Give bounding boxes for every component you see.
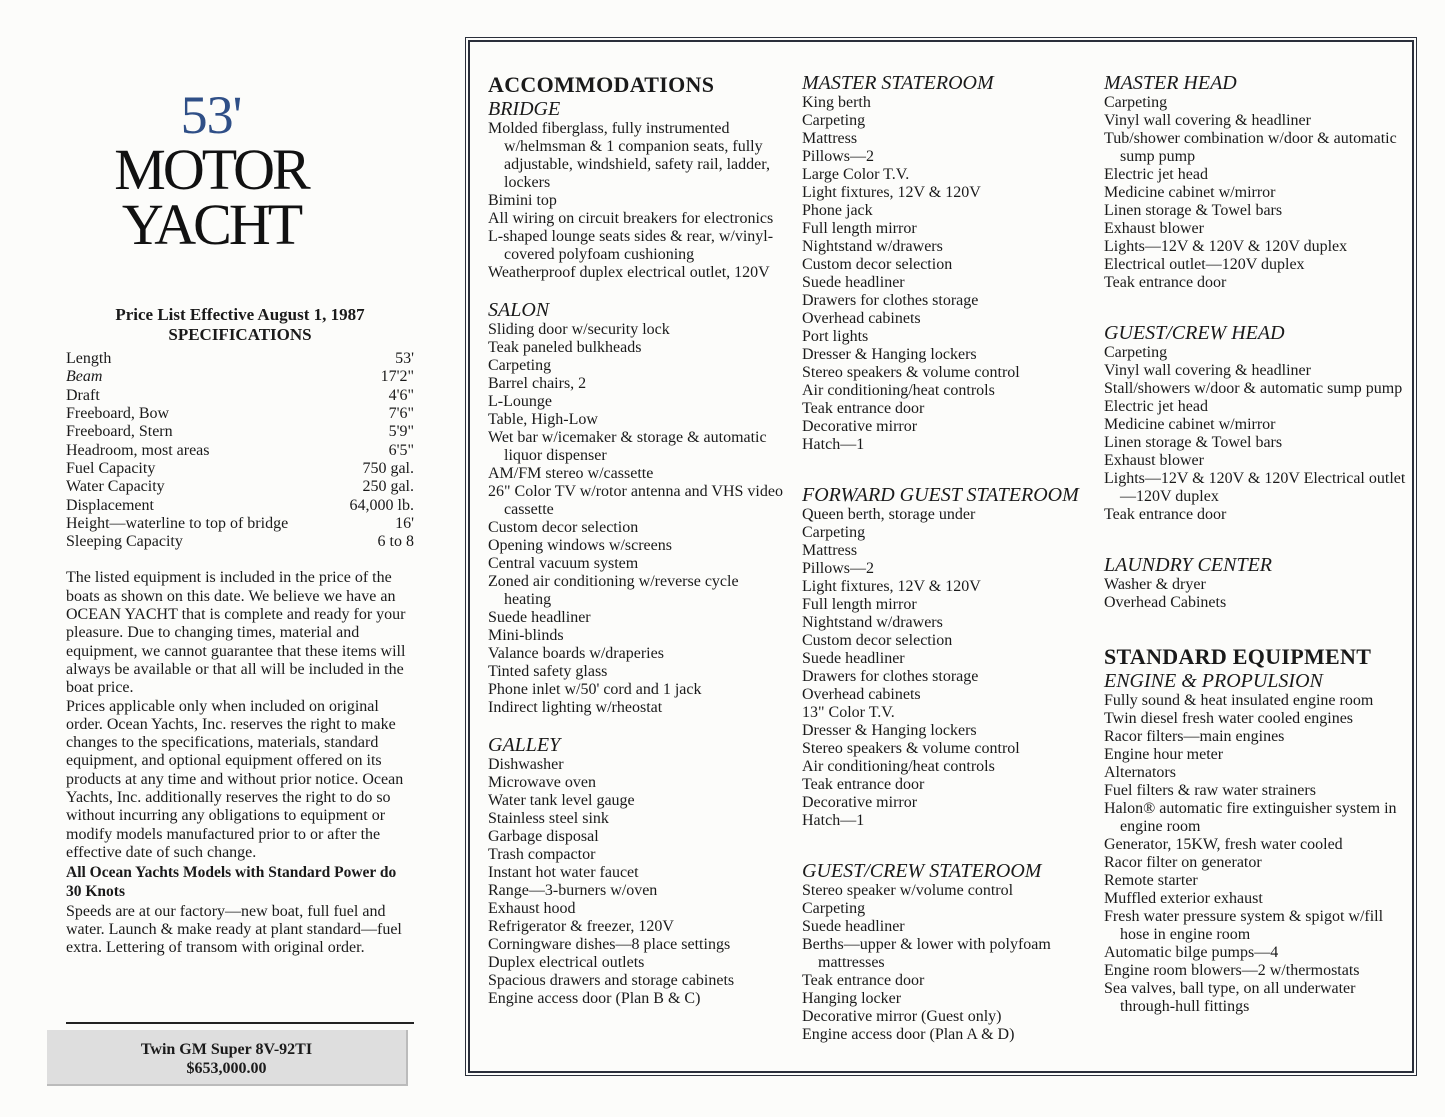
list-item: Carpeting	[1104, 344, 1168, 361]
section-title: GALLEY	[488, 734, 561, 756]
list-item: Sliding door w/security lock	[488, 321, 670, 338]
list-item: Refrigerator & freezer, 120V	[488, 918, 674, 935]
list-item: Lights—12V & 120V & 120V Electrical outlet—120V duplex	[1104, 470, 1406, 505]
list-item: Washer & dryer	[1104, 576, 1206, 593]
column-1	[488, 72, 788, 1008]
list-item: Barrel chairs, 2	[488, 375, 587, 392]
list-item: Linen storage & Towel bars	[1104, 202, 1283, 219]
list-item: Central vacuum system	[488, 555, 639, 572]
list-item: Table, High-Low	[488, 411, 598, 428]
list-item: Light fixtures, 12V & 120V	[802, 184, 981, 201]
spec-row	[66, 423, 414, 441]
section-title: GUEST/CREW STATEROOM	[802, 860, 1042, 882]
list-item: Teak entrance door	[802, 400, 925, 417]
accommodations-heading: ACCOMMODATIONS	[488, 72, 715, 97]
item-list	[802, 882, 1102, 1044]
list-item: Engine access door (Plan A & D)	[802, 1026, 1015, 1043]
list-item: Carpeting	[802, 900, 866, 917]
section-forward-guest-stateroom	[802, 484, 1102, 830]
list-item: Sea valves, ball type, on all underwater through-hull fittings	[1104, 980, 1356, 1015]
list-item: Water tank level gauge	[488, 792, 635, 809]
list-item: Custom decor selection	[802, 632, 953, 649]
list-item: Opening windows w/screens	[488, 537, 672, 554]
list-item: Carpeting	[1104, 94, 1168, 111]
list-item: Tub/shower combination w/door & automatic sump pump	[1104, 130, 1397, 165]
pricing-disclaimer: Prices applicable only when included on original order. Ocean Yachts, Inc. reserves the right to make changes to the specifications, materials, standard equipment, and optional equipment offered on its products at any time and without prior notice. Ocean Yachts, Inc. additionally reserves the right to do so without incurring any obligations to equipment or modify models manufactured prior to or after the effective date of such change.	[66, 697, 404, 861]
list-item: All wiring on circuit breakers for electronics	[488, 210, 774, 227]
engine-price-box	[47, 1030, 408, 1086]
section-title: GUEST/CREW HEAD	[1104, 322, 1285, 344]
list-item: Berths—upper & lower with polyfoam mattresses	[802, 936, 1051, 971]
list-item: Decorative mirror	[802, 418, 918, 435]
item-list	[488, 120, 788, 282]
specifications-table	[66, 350, 414, 551]
spec-value: 5'9"	[388, 423, 414, 441]
list-item: Queen berth, storage under	[802, 506, 976, 523]
list-item: Phone jack	[802, 202, 873, 219]
list-item: Electric jet head	[1104, 398, 1208, 415]
list-item: Dishwasher	[488, 756, 564, 773]
spec-sheet-left	[66, 85, 414, 958]
list-item: Suede headliner	[802, 918, 905, 935]
list-item: AM/FM stereo w/cassette	[488, 465, 654, 482]
column-3	[1104, 72, 1409, 1016]
spec-label: Water Capacity	[66, 478, 165, 496]
list-item: Exhaust blower	[1104, 220, 1204, 237]
list-item: Lights—12V & 120V & 120V duplex	[1104, 238, 1348, 255]
list-item: Custom decor selection	[488, 519, 639, 536]
spec-label: Freeboard, Stern	[66, 423, 173, 441]
spec-row	[66, 460, 414, 478]
list-item: Fuel filters & raw water strainers	[1104, 782, 1316, 799]
list-item: Automatic bilge pumps—4	[1104, 944, 1279, 961]
list-item: Indirect lighting w/rheostat	[488, 699, 663, 716]
spec-row	[66, 442, 414, 460]
standard-equipment-heading: STANDARD EQUIPMENT	[1104, 644, 1372, 669]
spec-value: 7'6"	[388, 405, 414, 423]
spec-row	[66, 478, 414, 496]
section-guest-crew-head	[1104, 322, 1409, 524]
list-item: Twin diesel fresh water cooled engines	[1104, 710, 1354, 727]
list-item: Air conditioning/heat controls	[802, 758, 995, 775]
list-item: Overhead cabinets	[802, 310, 921, 327]
list-item: Decorative mirror (Guest only)	[802, 1008, 1002, 1025]
list-item: Stereo speakers & volume control	[802, 364, 1020, 381]
spec-value: 4'6"	[388, 386, 414, 404]
list-item: Teak entrance door	[802, 972, 925, 989]
spec-row	[66, 368, 414, 386]
spec-value: 6'5"	[388, 441, 414, 459]
list-item: Corningware dishes—8 place settings	[488, 936, 731, 953]
section-title: LAUNDRY CENTER	[1104, 554, 1272, 576]
list-item: Electric jet head	[1104, 166, 1208, 183]
spec-label: Length	[66, 350, 112, 368]
list-item: Overhead Cabinets	[1104, 594, 1227, 611]
spec-label: Displacement	[66, 496, 154, 514]
spec-value: 53'	[395, 350, 414, 368]
list-item: Dresser & Hanging lockers	[802, 346, 977, 363]
spec-row	[66, 497, 414, 515]
list-item: Hatch—1	[802, 812, 865, 829]
list-item: Full length mirror	[802, 596, 917, 613]
section-galley	[488, 734, 788, 1008]
list-item: Drawers for clothes storage	[802, 292, 979, 309]
item-list	[802, 94, 1102, 454]
item-list	[802, 506, 1102, 830]
list-item: 26" Color TV w/rotor antenna and VHS video cassette	[488, 483, 783, 518]
list-item: Microwave oven	[488, 774, 596, 791]
list-item: Mattress	[802, 542, 858, 559]
item-list	[1104, 576, 1409, 612]
list-item: Wet bar w/icemaker & storage & automatic liquor dispenser	[488, 429, 767, 464]
item-list	[1104, 94, 1409, 292]
list-item: Nightstand w/drawers	[802, 614, 943, 631]
list-item: Carpeting	[488, 357, 552, 374]
spec-value: 17'2"	[380, 368, 414, 386]
list-item: Halon® automatic fire extinguisher system in engine room	[1104, 800, 1397, 835]
specifications-heading: SPECIFICATIONS	[168, 325, 312, 345]
list-item: Zoned air conditioning w/reverse cycle heating	[488, 573, 739, 608]
list-item: Generator, 15KW, fresh water cooled	[1104, 836, 1343, 853]
list-item: Engine access door (Plan B & C)	[488, 990, 701, 1007]
list-item: L-shaped lounge seats sides & rear, w/vinyl-covered polyfoam cushioning	[488, 228, 774, 263]
list-item: Drawers for clothes storage	[802, 668, 979, 685]
list-item: Carpeting	[802, 112, 866, 129]
spec-row	[66, 533, 414, 551]
engine-price: $653,000.00	[186, 1060, 267, 1077]
spec-row	[66, 405, 414, 423]
list-item: Trash compactor	[488, 846, 596, 863]
list-item: Vinyl wall covering & headliner	[1104, 362, 1311, 379]
list-item: Instant hot water faucet	[488, 864, 639, 881]
list-item: Custom decor selection	[802, 256, 953, 273]
list-item: Exhaust blower	[1104, 452, 1204, 469]
list-item: Port lights	[802, 328, 869, 345]
item-list	[1104, 344, 1409, 524]
list-item: Vinyl wall covering & headliner	[1104, 112, 1311, 129]
spec-label: Freeboard, Bow	[66, 405, 170, 423]
list-item: Racor filter on generator	[1104, 854, 1262, 871]
spec-row	[66, 350, 414, 368]
list-item: Air conditioning/heat controls	[802, 382, 995, 399]
section-title: MASTER HEAD	[1104, 72, 1237, 94]
list-item: Hanging locker	[802, 990, 902, 1007]
model-name-line1: MOTOR	[114, 137, 308, 202]
model-size: 53'	[180, 85, 242, 145]
list-item: Spacious drawers and storage cabinets	[488, 972, 735, 989]
list-item: Tinted safety glass	[488, 663, 608, 680]
spec-label: Height—waterline to top of bridge	[66, 514, 289, 532]
list-item: Muffled exterior exhaust	[1104, 890, 1263, 907]
list-item: Decorative mirror	[802, 794, 918, 811]
list-item: Full length mirror	[802, 220, 917, 237]
list-item: Linen storage & Towel bars	[1104, 434, 1283, 451]
list-item: Dresser & Hanging lockers	[802, 722, 977, 739]
list-item: L-Lounge	[488, 393, 552, 410]
spec-value: 64,000 lb.	[349, 496, 414, 514]
equipment-frame	[468, 40, 1414, 1073]
spec-value: 16'	[395, 514, 414, 532]
item-list	[488, 756, 788, 1008]
spec-label: Beam	[66, 368, 103, 386]
spec-value: 6 to 8	[377, 533, 414, 551]
section-title: ENGINE & PROPULSION	[1104, 670, 1323, 692]
equipment-disclaimer: The listed equipment is included in the price of the boats as shown on this date. We believe we have an OCEAN YACHT that is complete and ready for your pleasure. Due to changing times, material and equipment, we cannot guarantee that these items will always be available or that all will be included in the boat price.	[66, 569, 406, 697]
spec-row	[66, 387, 414, 405]
spec-label: Fuel Capacity	[66, 459, 156, 477]
engine-name: Twin GM Super 8V-92TI	[140, 1041, 313, 1058]
list-item: Teak entrance door	[1104, 506, 1227, 523]
list-item: Engine hour meter	[1104, 746, 1224, 763]
list-item: Racor filters—main engines	[1104, 728, 1285, 745]
list-item: Suede headliner	[802, 650, 905, 667]
spec-label: Draft	[66, 386, 100, 404]
list-item: Duplex electrical outlets	[488, 954, 645, 971]
list-item: Electrical outlet—120V duplex	[1104, 256, 1305, 273]
list-item: King berth	[802, 94, 871, 111]
list-item: Stall/showers w/door & automatic sump pump	[1104, 380, 1403, 397]
section-master-stateroom	[802, 72, 1102, 454]
list-item: Garbage disposal	[488, 828, 599, 845]
list-item: Mattress	[802, 130, 858, 147]
list-item: Large Color T.V.	[802, 166, 910, 183]
list-item: Nightstand w/drawers	[802, 238, 943, 255]
list-item: Overhead cabinets	[802, 686, 921, 703]
list-item: Teak paneled bulkheads	[488, 339, 642, 356]
list-item: Molded fiberglass, fully instrumented w/helmsman & 1 companion seats, fully adjustable, windshield, safety rail, ladder, lockers	[488, 120, 770, 191]
section-standard-equipment	[1104, 644, 1409, 1016]
list-item: Range—3-burners w/oven	[488, 882, 658, 899]
price-list-date: Price List Effective August 1, 1987	[115, 305, 365, 325]
list-item: Suede headliner	[802, 274, 905, 291]
section-title: FORWARD GUEST STATEROOM	[802, 484, 1079, 506]
list-item: Weatherproof duplex electrical outlet, 120V	[488, 264, 770, 281]
list-item: Suede headliner	[488, 609, 591, 626]
list-item: Medicine cabinet w/mirror	[1104, 184, 1276, 201]
list-item: 13" Color T.V.	[802, 704, 895, 721]
list-item: Stainless steel sink	[488, 810, 609, 827]
list-item: Fresh water pressure system & spigot w/fill hose in engine room	[1104, 908, 1384, 943]
list-item: Medicine cabinet w/mirror	[1104, 416, 1276, 433]
model-name-line2: YACHT	[121, 192, 301, 258]
section-title: BRIDGE	[488, 98, 561, 120]
list-item: Valance boards w/draperies	[488, 645, 664, 662]
divider-rule	[66, 1022, 414, 1024]
list-item: Stereo speaker w/volume control	[802, 882, 1014, 899]
list-item: Exhaust hood	[488, 900, 576, 917]
list-item: Teak entrance door	[802, 776, 925, 793]
section-guest-crew-stateroom	[802, 860, 1102, 1044]
speed-conditions: Speeds are at our factory—new boat, full fuel and water. Launch & make ready at plant standard—fuel extra. Lettering of transom with original order.	[66, 902, 402, 957]
list-item: Carpeting	[802, 524, 866, 541]
section-bridge	[488, 98, 788, 282]
list-item: Stereo speakers & volume control	[802, 740, 1020, 757]
section-master-head	[1104, 72, 1409, 292]
spec-label: Sleeping Capacity	[66, 533, 183, 551]
list-item: Mini-blinds	[488, 627, 564, 644]
spec-value: 250 gal.	[362, 478, 414, 496]
section-laundry-center	[1104, 554, 1409, 612]
column-2	[802, 72, 1102, 1044]
speed-note: All Ocean Yachts Models with Standard Power do 30 Knots	[66, 864, 397, 900]
list-item: Bimini top	[488, 192, 557, 209]
item-list	[1104, 692, 1409, 1016]
section-title: MASTER STATEROOM	[802, 72, 994, 94]
list-item: Phone inlet w/50' cord and 1 jack	[488, 681, 702, 698]
list-item: Alternators	[1104, 764, 1176, 781]
list-item: Light fixtures, 12V & 120V	[802, 578, 981, 595]
section-salon	[488, 299, 788, 717]
spec-value: 750 gal.	[362, 459, 414, 477]
item-list	[488, 321, 788, 717]
spec-row	[66, 515, 414, 533]
list-item: Remote starter	[1104, 872, 1198, 889]
list-item: Hatch—1	[802, 436, 865, 453]
list-item: Pillows—2	[802, 560, 875, 577]
section-title: SALON	[488, 299, 550, 321]
list-item: Engine room blowers—2 w/thermostats	[1104, 962, 1360, 979]
list-item: Fully sound & heat insulated engine room	[1104, 692, 1374, 709]
spec-label: Headroom, most areas	[66, 441, 210, 459]
list-item: Teak entrance door	[1104, 274, 1227, 291]
list-item: Pillows—2	[802, 148, 875, 165]
